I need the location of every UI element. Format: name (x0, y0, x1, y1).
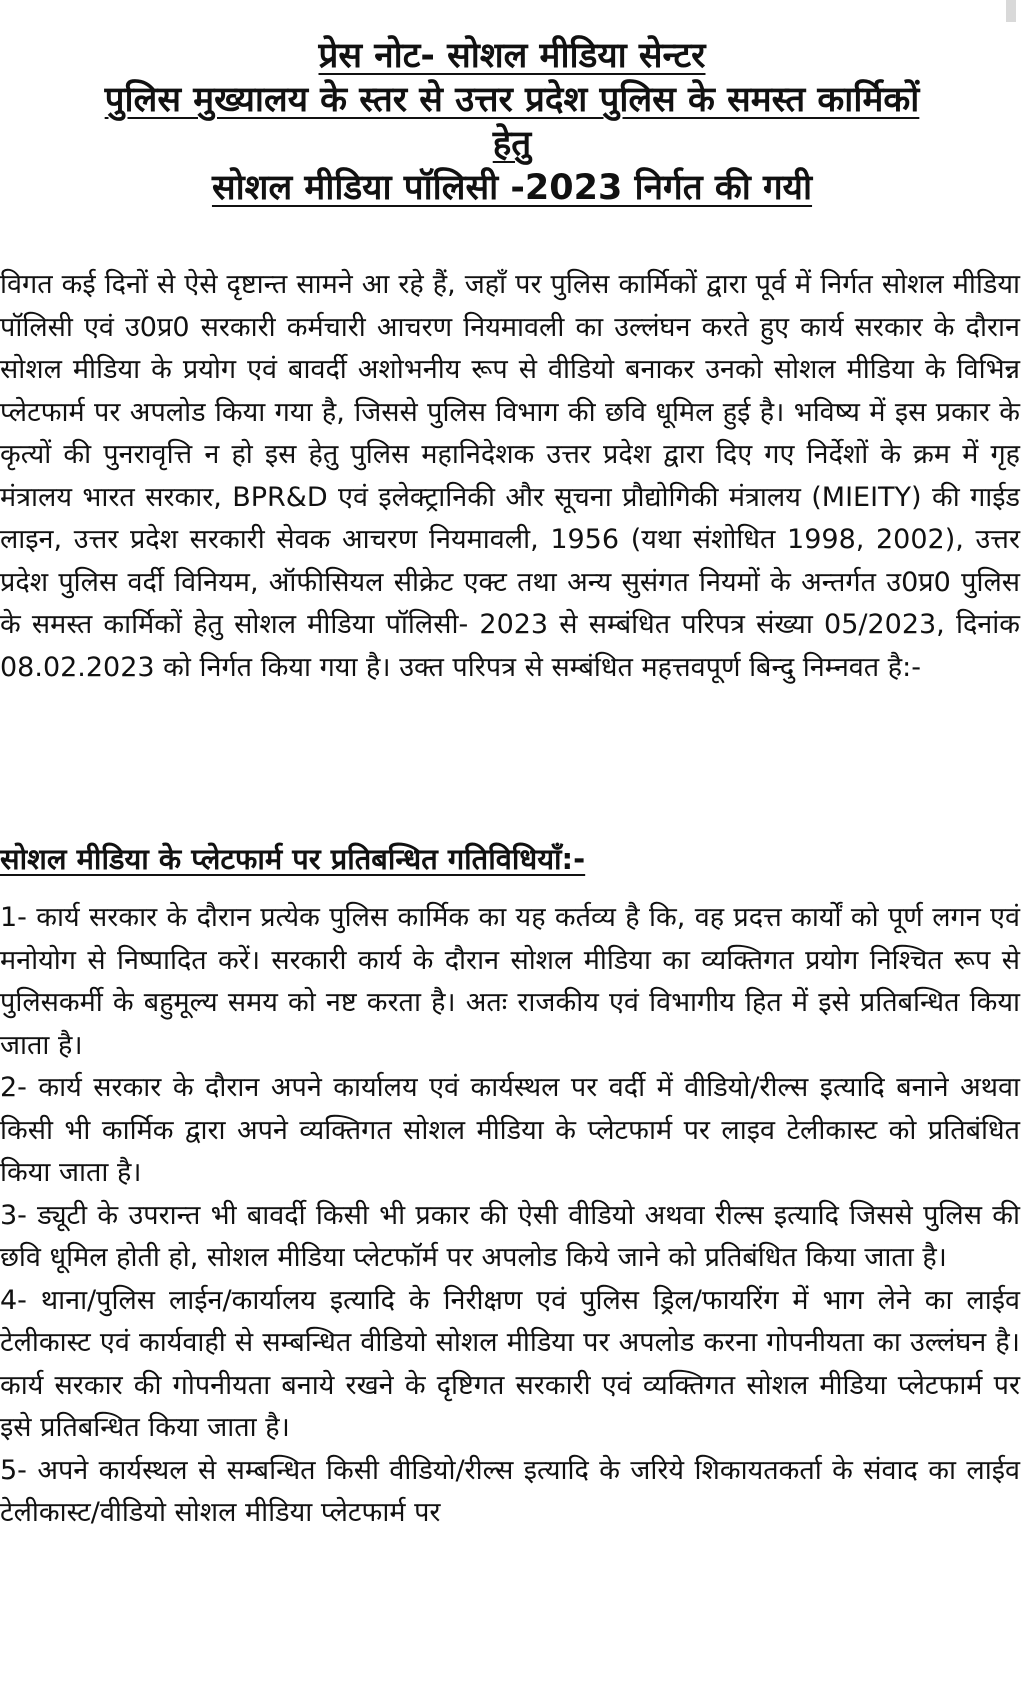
point-item-4: 4- थाना/पुलिस लाईन/कार्यालय इत्यादि के निरीक्षण एवं पुलिस ड्रिल/फायरिंग में भाग लेने का लाईव टेलीकास्ट एवं कार्यवाही से सम्बन्धित वीडियो सोशल मीडिया पर अपलोड करना गोपनीयता का उल्लंघन है। कार्य सरकार की गोपनीयता बनाये रखने के दृष्टिगत सरकारी एवं व्यक्तिगत सोशल मीडिया प्लेटफार्म पर इसे प्रतिबन्धित किया जाता है। (0, 1284, 1020, 1443)
intro-paragraph: विगत कई दिनों से ऐसे दृष्टान्त सामने आ रहे हैं, जहाँ पर पुलिस कार्मिकों द्वारा पूर्व में निर्गत सोशल मीडिया पॉलिसी एवं उ0प्र0 सरकारी कर्मचारी आचरण नियमावली का उल्लंघन करते हुए कार्य सरकार के दौरान सोशल मीडिया के प्रयोग एवं बावर्दी अशोभनीय रूप से वीडियो बनाकर उनको सोशल मीडिया के विभिन्न प्लेटफार्म पर अपलोड किया गया है, जिससे पुलिस विभाग की छवि धूमिल हुई है। भविष्य में इस प्रकार के कृत्यों की पुनरावृत्ति न हो इस हेतु पुलिस महानिदेशक उत्तर प्रदेश द्वारा दिए गए निर्देशों के क्रम में गृह मंत्रालय भारत सरकार, BPR&D एवं इलेक्ट्रानिकी और सूचना प्रौद्योगिकी मंत्रालय (MIEITY) की गाईड लाइन, उत्तर प्रदेश सरकारी सेवक आचरण नियमावली, 1956 (यथा संशोधित 1998, 2002), उत्तर प्रदेश पुलिस वर्दी विनियम, ऑफीसियल सीक्रेट एक्ट तथा अन्य सुसंगत नियमों के अन्तर्गत उ0प्र0 पुलिस के समस्त कार्मिकों हेतु सोशल मीडिया पॉलिसी- 2023 से सम्बंधित परिपत्र संख्या 05/2023, दिनांक 08.02.2023 को निर्गत किया गया है। उक्त परिपत्र से सम्बंधित महत्तवपूर्ण बिन्दु निम्नवत है:- (0, 269, 1020, 683)
title-line-3: हेतु (492, 124, 532, 164)
title-line-2: पुलिस मुख्यालय के स्तर से उत्तर प्रदेश पुलिस के समस्त कार्मिकों (104, 80, 920, 120)
title-line-1: प्रेस नोट- सोशल मीडिया सेन्टर (318, 36, 706, 76)
point-item-5: 5- अपने कार्यस्थल से सम्बन्धित किसी वीडियो/रील्स इत्यादि के जरिये शिकायतकर्ता के संवाद का लाईव टेलीकास्ट/वीडियो सोशल मीडिया प्लेटफार्म पर (0, 1454, 1020, 1528)
points-list (0, 897, 1020, 1535)
scroll-indicator (1006, 0, 1016, 22)
point-item-1: 1- कार्य सरकार के दौरान प्रत्येक पुलिस कार्मिक का यह कर्तव्य है कि, वह प्रदत्त कार्यों को पूर्ण लगन एवं मनोयोग से निष्पादित करें। सरकारी कार्य के दौरान सोशल मीडिया का व्यक्तिगत प्रयोग निश्चित रूप से पुलिसकर्मी के बहुमूल्य समय को नष्ट करता है। अतः राजकीय एवं विभागीय हित में इसे प्रतिबन्धित किया जाता है। (0, 902, 1020, 1061)
point-item-2: 2- कार्य सरकार के दौरान अपने कार्यालय एवं कार्यस्थल पर वर्दी में वीडियो/रील्स इत्यादि बनाने अथवा किसी भी कार्मिक द्वारा अपने व्यक्तिगत सोशल मीडिया के प्लेटफार्म पर लाइव टेलीकास्ट को प्रतिबंधित किया जाता है। (0, 1072, 1020, 1188)
title-line-4: सोशल मीडिया पॉलिसी -2023 निर्गत की गयी (211, 168, 813, 208)
point-item-3: 3- ड्यूटी के उपरान्त भी बावर्दी किसी भी प्रकार की ऐसी वीडियो अथवा रील्स इत्यादि जिससे पुलिस की छवि धूमिल होती हो, सोशल मीडिया प्लेटफॉर्म पर अपलोड किये जाने को प्रतिबंधित किया जाता है। (0, 1199, 1020, 1273)
section-heading: सोशल मीडिया के प्लेटफार्म पर प्रतिबन्धित गतिविधियॉं:- (0, 842, 586, 876)
title-block (0, 0, 1024, 210)
